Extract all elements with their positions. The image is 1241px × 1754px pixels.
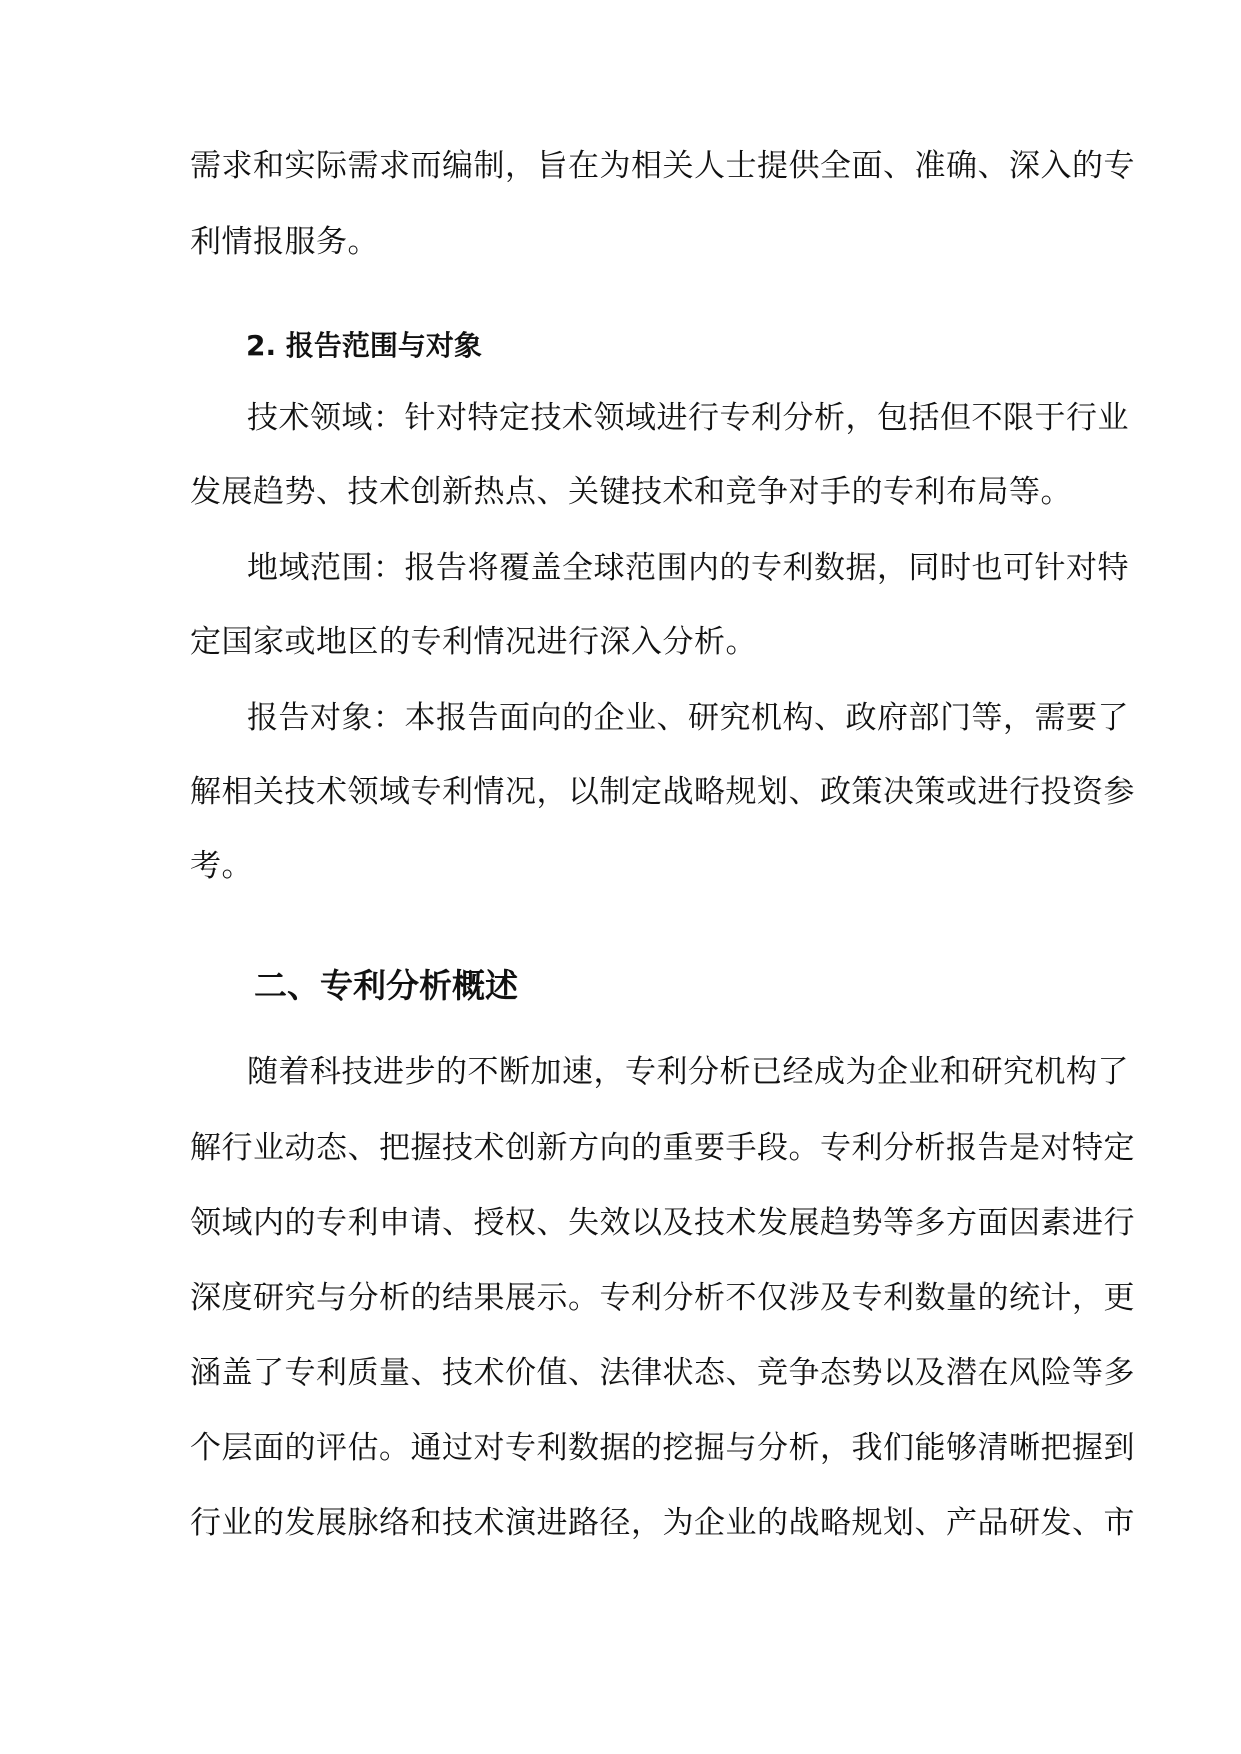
overview-line-2: 解行业动态、把握技术创新方向的重要手段。专利分析报告是对特定 [190,1130,1135,1166]
audience-line-3: 考。 [190,848,253,884]
tech-domain-line-1: 技术领域：针对特定技术领域进行专利分析，包括但不限于行业 [247,400,1129,436]
overview-line-1: 随着科技进步的不断加速，专利分析已经成为企业和研究机构了 [247,1054,1129,1090]
section-overview-heading: 二、专利分析概述 [254,966,518,1005]
overview-line-7: 行业的发展脉络和技术演进路径，为企业的战略规划、产品研发、市 [190,1505,1135,1541]
section-scope-heading: 2. 报告范围与对象 [246,329,482,362]
audience-line-2: 解相关技术领域专利情况，以制定战略规划、政策决策或进行投资参 [190,774,1135,810]
intro-line-1: 需求和实际需求而编制，旨在为相关人士提供全面、准确、深入的专 [190,148,1135,184]
region-scope-line-1: 地域范围：报告将覆盖全球范围内的专利数据，同时也可针对特 [247,550,1129,586]
intro-line-2: 利情报服务。 [190,224,379,260]
region-scope-line-2: 定国家或地区的专利情况进行深入分析。 [190,624,757,660]
overview-line-3: 领域内的专利申请、授权、失效以及技术发展趋势等多方面因素进行 [190,1205,1135,1241]
overview-line-4: 深度研究与分析的结果展示。专利分析不仅涉及专利数量的统计，更 [190,1280,1135,1316]
tech-domain-line-2: 发展趋势、技术创新热点、关键技术和竞争对手的专利布局等。 [190,474,1072,510]
overview-line-6: 个层面的评估。通过对专利数据的挖掘与分析，我们能够清晰把握到 [190,1430,1135,1466]
audience-line-1: 报告对象：本报告面向的企业、研究机构、政府部门等，需要了 [247,700,1129,736]
overview-line-5: 涵盖了专利质量、技术价值、法律状态、竞争态势以及潜在风险等多 [190,1355,1135,1391]
